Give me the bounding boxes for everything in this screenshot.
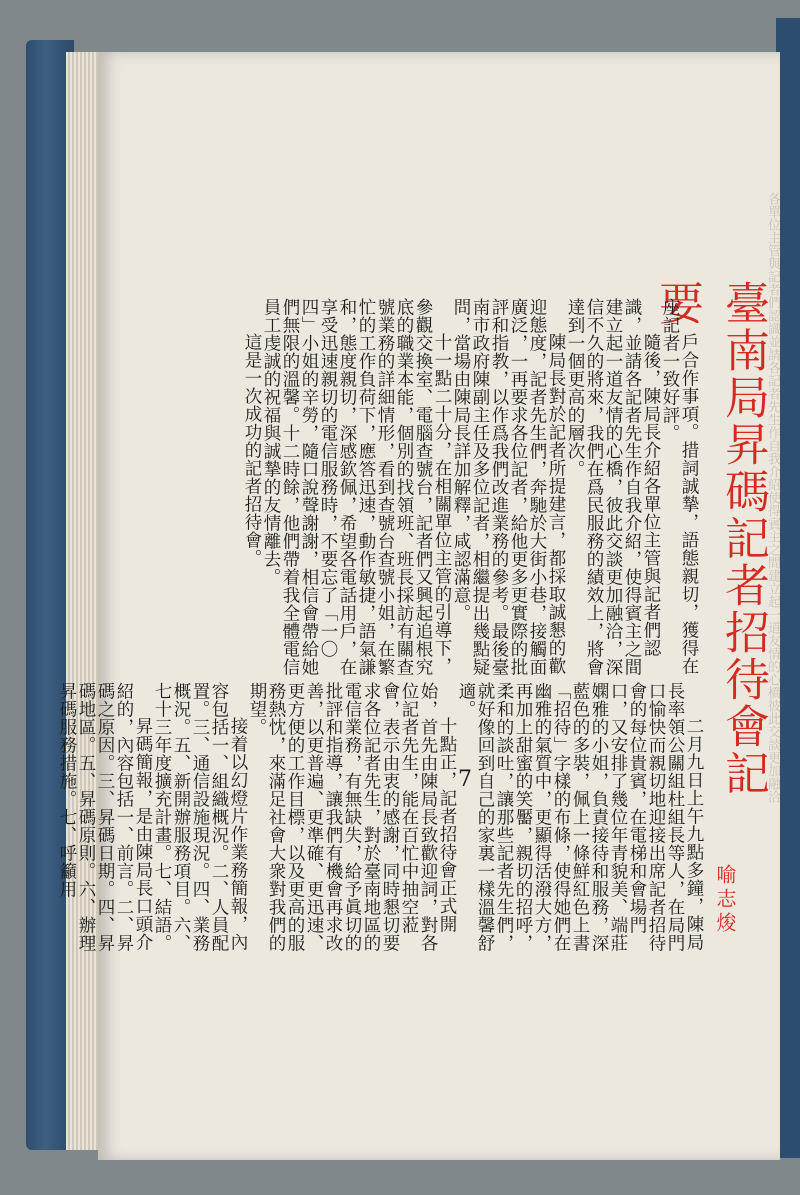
page-number: 7 bbox=[458, 767, 472, 792]
paragraph: 接着以幻燈片作業務簡報，內容包括一、組織概況。二、人員配置。三、通信設施現況。四、業務概況。五、新開辦服務項目。六、七十三年度擴充計畫。七、結語。 bbox=[152, 682, 248, 952]
paragraph: 十一點二十分，在相關單位主管的引導下，參觀交換室、電腦查號台，記者們又興起追根究底的職業本能，個別的找領班、班長採訪有關查號業務的詳細情形，看到查號台查號小姐，在繁忙的工作負荷下，應答迅速，動作敏捷，語氣謙和，態度親切，深感欽佩，希望各電話用戶，在享受迅速親切的電信服務時，不要忘了「一〇四」小姐的辛勞，隨口說聲謝謝，相信會帶給她們無限的溫馨。十二時餘，他們帶着我全體電信員工虔誠的祝福與誠摯的友情離去。 bbox=[261, 298, 452, 676]
paragraph: 戶合作事項。措詞誠摯，語態親切，獲得在座記者一致好評。 bbox=[660, 298, 699, 675]
article-column-top bbox=[242, 298, 699, 678]
paragraph: 這是一次成功的記者招待會。 bbox=[242, 333, 262, 567]
paragraph: 昇碼簡報，是由陳局長口頭介紹的，內容包括一、前言。二、昇碼之原因。三、昇碼日期。四、昇碼地區。五、昇碼原則。六、辦理昇碼服務措施。七、呼籲用 bbox=[57, 682, 153, 952]
article-author: 喻志焌 bbox=[713, 864, 737, 936]
article-column-bottom bbox=[57, 682, 704, 962]
book-page bbox=[57, 52, 780, 1160]
paragraph: 隨後，陳局長介紹各單位主管與記者們認識，並請各記者先生作自我介紹，使得賓主之間建立起一道友情的心橋，彼此交談更加融洽，深信不久的將來，我們在爲民服務的績效上，將會達到一個更高的層次。 bbox=[565, 298, 661, 676]
paragraph: 十點正，記者招待會正式開始，首先由陳局長致歡迎詞，對各位記者先生，能在百忙中抽空蒞會，表示由衷的感謝，同時懇切要求各位記者先生，對於臺南地區的電信業務，有無缺失，給予眞切的批評和指導，讓我們有機會再求改善，以更普遍、更準確、更迅速、更方便的工作目標，以及更高的服務熱忱，來滿足社會大衆對我們的期望。 bbox=[247, 682, 457, 952]
paragraph: 二月九日上午九點多鐘，陳局長率領公關組杜組長等人，在局門口愉快而親切地迎接出席記者招待會的每位貴賓，在電梯和會場門口，又安排了幾位年青貌美、端莊嫻雅的小姐，負責接待和服務，深藍色的多裝，佩上一條鮮紅色上書「招待」字樣的布條，使得她們在幽雅的氣質中，更顯得活潑大方，再加上甜蜜的笑靨，親切的招呼，柔和的談吐，讓那些記者先生們，就好像回到自己的家裏一樣溫馨舒適。 bbox=[456, 682, 704, 952]
article-title: 臺南局昇碼記者招待會記要 bbox=[651, 280, 770, 797]
paragraph: 陳局長對於記者所提建言，都採取誠懇的歡迎態度，記者先生們，奔馳於大街小巷，接觸面廣泛，一再要求各位記者，給他更多更實際的批評和指教，以作爲我們改進業務的參考。最後臺南市政府陳副主任及多位記者，相繼提出幾點疑問，當場由陳局長詳加解釋，咸認滿意。 bbox=[451, 298, 566, 676]
bleed-through-text: 各單位主管與記者們認識並請各記者先生作自我介紹使得賓主之間建立起一道友情的心橋彼此交談更加融洽 bbox=[765, 192, 780, 803]
